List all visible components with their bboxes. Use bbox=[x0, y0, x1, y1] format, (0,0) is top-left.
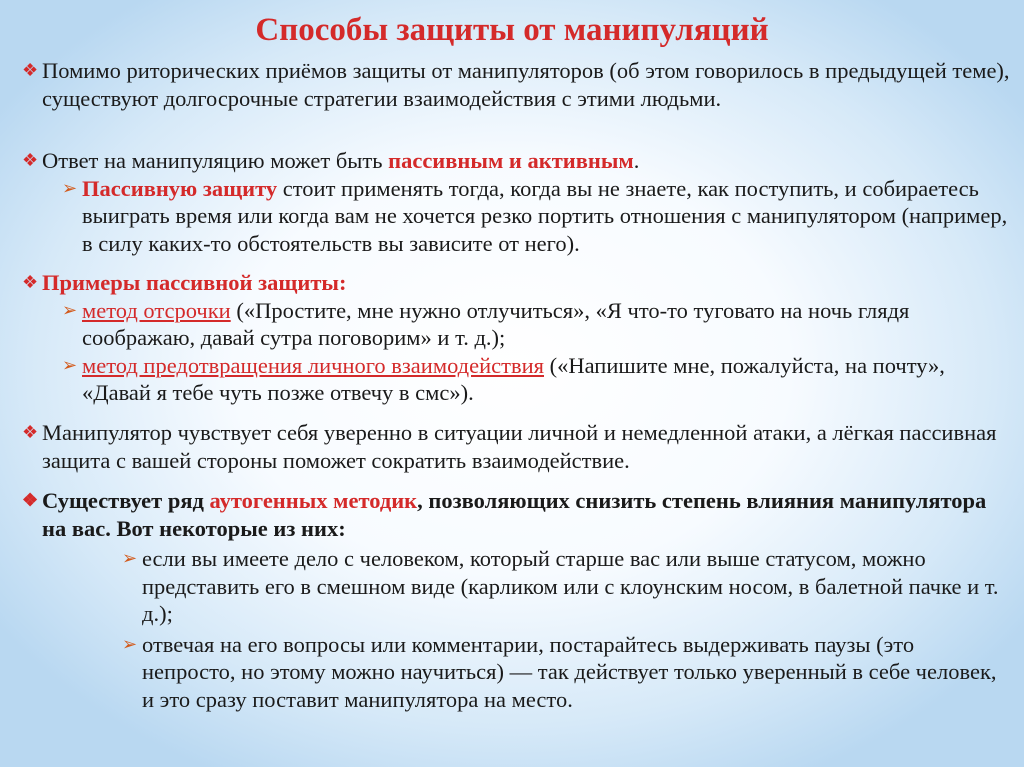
arrow-bullet-icon: ➢ bbox=[122, 633, 138, 654]
diamond-bullet-icon: ❖ bbox=[22, 60, 39, 80]
bullet-text: Манипулятор чувствует себя уверенно в ситуации личной и немедленной атаки, а лёгкая пассивная защита с вашей стороны поможет сократить взаимодействие. bbox=[42, 420, 997, 473]
arrow-bullet-icon: ➢ bbox=[62, 354, 78, 375]
sub-bullet-text: («Напишите мне, пожалуйста, на почту», «Давай я тебе чуть позже отвечу в смс»). bbox=[82, 352, 945, 405]
sub-bullet-item bbox=[22, 545, 1010, 628]
bullet-item bbox=[22, 419, 1010, 474]
bullet-text: Существует ряд bbox=[42, 488, 210, 513]
arrow-bullet-icon: ➢ bbox=[62, 177, 78, 198]
bullet-item bbox=[22, 57, 1010, 112]
bullet-item bbox=[22, 487, 1010, 542]
bullet-text: Ответ на манипуляцию может быть bbox=[42, 148, 389, 173]
sub-bullet-item bbox=[22, 297, 1010, 352]
bullet-text-end: . bbox=[633, 148, 640, 173]
arrow-bullet-icon: ➢ bbox=[122, 548, 138, 568]
bullet-item bbox=[22, 147, 1010, 175]
sub-bullet-text: стоит применять тогда, когда вы не знаете, как поступить, и собираетесь выиграть время или когда вам не хочется резко портить отношения с манипулятором (например, в силу каких-то обстоятельств вы зависите от него). bbox=[82, 175, 1008, 256]
bullet-block-3 bbox=[22, 269, 1010, 407]
bullet-highlight: пассивным и активным bbox=[388, 148, 634, 173]
bullet-highlight: аутогенных методик bbox=[209, 488, 418, 513]
sub-bullet-text: («Простите, мне нужно отлучиться», «Я что-то туговато на ночь глядя соображаю, давай сутра поговорим» и т. д.); bbox=[82, 297, 910, 350]
slide-title: Способы защиты от манипуляций bbox=[255, 12, 769, 48]
diamond-bullet-icon: ❖ bbox=[22, 490, 39, 510]
bullet-item bbox=[22, 269, 1010, 297]
sub-bullet-highlight: метод отсрочки bbox=[82, 297, 231, 323]
bullet-block-5 bbox=[22, 487, 1010, 713]
sub-bullet-text: отвечая на его вопросы или комментарии, постарайтесь выдерживать паузы (это непросто, но этому можно научиться) — так действует только уверенный в себе человек, и это сразу поставит манипулятора на место. bbox=[142, 631, 997, 712]
diamond-bullet-icon: ❖ bbox=[22, 272, 39, 292]
sub-bullet-item bbox=[22, 352, 1010, 407]
bullet-block-4 bbox=[22, 419, 1010, 474]
bullet-text-end: , позволяющих снизить степень влияния манипулятора на вас. Вот некоторые из них: bbox=[42, 488, 987, 541]
sub-bullet-item bbox=[22, 631, 1010, 714]
bullet-highlight: Примеры пассивной защиты: bbox=[42, 270, 347, 295]
bullet-block-1 bbox=[22, 57, 1010, 112]
diamond-bullet-icon: ❖ bbox=[22, 150, 39, 170]
bullet-text: Помимо риторических приёмов защиты от манипуляторов (об этом говорилось в предыдущей теме), существуют долгосрочные стратегии взаимодействия с этими людьми. bbox=[42, 58, 1010, 111]
sub-bullet-item bbox=[22, 175, 1010, 258]
diamond-bullet-icon: ❖ bbox=[22, 422, 39, 442]
sub-bullet-highlight: метод предотвращения личного взаимодействия bbox=[82, 352, 544, 378]
bullet-block-2 bbox=[22, 147, 1010, 257]
sub-bullet-highlight: Пассивную защиту bbox=[82, 175, 278, 201]
arrow-bullet-icon: ➢ bbox=[62, 299, 78, 320]
sub-bullet-text: если вы имеете дело с человеком, который старше вас или выше статусом, можно представить его в смешном виде (карликом или с клоунским носом, в балетной пачке и т. д.); bbox=[142, 546, 999, 626]
